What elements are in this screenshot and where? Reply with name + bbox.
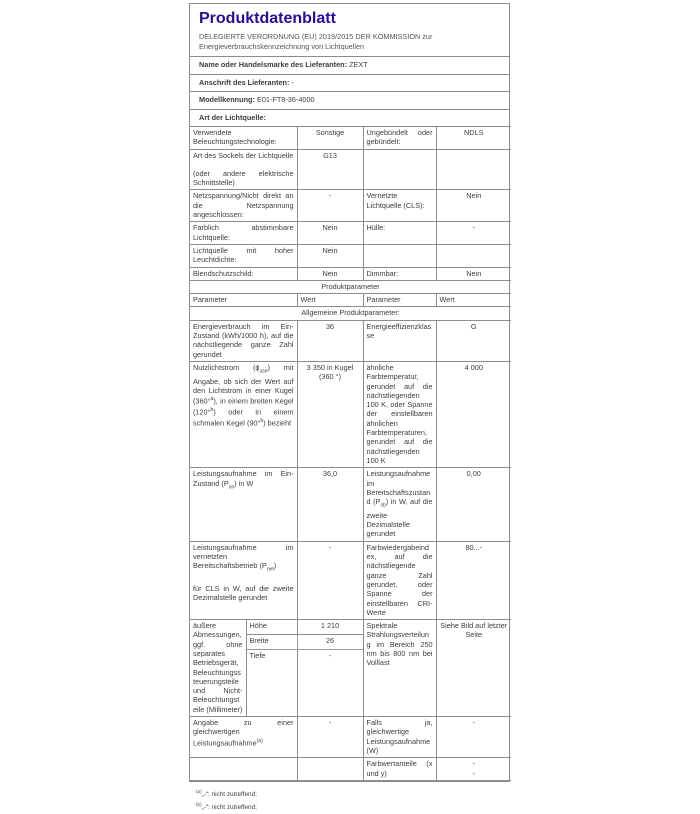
table-row [190,267,511,280]
table-row [190,127,511,150]
empty-cell [363,244,436,267]
table-row [190,541,511,619]
light-source-type-label: Art der Lichtquelle: [199,112,266,122]
envelope-value: - [436,222,511,245]
networked-standby-power-value: - [297,541,363,619]
empty-cell [363,149,436,190]
height-value: 1 210 [297,620,363,635]
directional-value: NDLS [436,127,511,150]
footnotes [189,782,510,814]
supplier-address-row [190,74,509,91]
table-row [190,320,511,361]
parameters-table [190,126,511,781]
lighting-technology-value: Sonstige [297,127,363,150]
empty-cell [436,149,511,190]
depth-value: - [297,650,363,717]
energy-class-label: Energieeffizienzklasse [363,320,436,361]
table-row [190,222,511,245]
outer-dimensions-label: äußere Abmessungen, ggf. ohne separates Betriebsgerät, Beleuchtungssteuerungsteile und Nicht-Beleuchtungsteile (Millimeter) [190,620,246,717]
cls-value: Nein [436,190,511,222]
cri-label: Farbwiedergabeindex, auf die nächstliegende ganze Zahl gerundet, oder Spanne der einstellbaren CRI-Werte [363,541,436,619]
table-row [190,190,511,222]
column-header-parameter-1: Parameter [190,294,297,307]
regulation-subtitle-line2: Energieverbrauchskennzeichnung von Lichtquellen [199,41,365,51]
colour-temperature-value: 4 000 [436,361,511,467]
cap-type-label-line2: (oder andere elektrische Schnittstelle) [193,168,294,188]
cap-type-label-line1: Art des Sockels der Lichtquelle [193,150,294,160]
anti-glare-value: Nein [297,267,363,280]
directional-label: Ungebündelt oder gebündelt: [363,127,436,150]
datasheet-header [190,4,509,56]
datasheet-page [189,3,510,782]
energy-consumption-value: 36 [297,320,363,361]
table-row [190,294,511,307]
empty-cell [436,244,511,267]
equivalent-power-label: Falls ja, gleichwertige Leistungsaufnahme (W) [363,717,436,758]
regulation-subtitle [199,32,500,51]
table-row [190,280,511,293]
colour-temperature-label: ähnliche Farbtemperatur, gerundet auf die nächstliegenden 100 K, oder Spanne der einstellbaren ähnlichen Farbtemperaturen, gerundet auf die nächstliegenden 100 K [363,361,436,467]
footnote-a: $^{(a)}$„-“: nicht zutreffend; [196,788,257,798]
footnote-b: $^{(b)}$„-“: nicht zutreffend; [196,802,257,812]
cap-type-label [190,149,297,190]
useful-luminous-flux-value: 3 350 in Kugel (360 °) [297,361,363,467]
table-row [190,307,511,320]
width-label: Breite [246,635,297,650]
table-row [190,468,511,542]
product-parameters-header: Produktparameter [190,280,511,293]
on-mode-power-value: 36,0 [297,468,363,542]
table-row [190,149,511,190]
datasheet [189,3,510,814]
colour-tunable-label: Farblich abstimmbare Lichtquelle: [190,222,297,245]
standby-power-value: 0,00 [436,468,511,542]
model-id-row [190,91,509,108]
empty-cell [190,758,297,781]
page-title: Produktdatenblatt [199,10,336,27]
model-id-value: E01-FT8-36-4000 [256,95,315,105]
anti-glare-label: Blendschutzschild: [190,267,297,280]
supplier-name-row [190,56,509,73]
table-row [190,244,511,267]
dimmable-value: Nein [436,267,511,280]
supplier-address-value: - [291,77,294,87]
table-row [190,717,511,758]
energy-consumption-label: Energieverbrauch im Ein-Zustand (kWh/1000 h), auf die nächstliegende ganze Zahl gerundet [190,320,297,361]
equivalent-power-claim-value: - [297,717,363,758]
general-parameters-header: Allgemeine Produktparameter: [190,307,511,320]
cap-type-value: G13 [297,149,363,190]
spectral-distribution-label: Spektrale Strahlungsverteilung im Bereich 250 nm bis 800 nm bei Volllast [363,620,436,717]
supplier-address-label: Anschrift des Lieferanten: [199,77,290,87]
spectral-distribution-value: Siehe Bild auf letzter Seite [436,620,511,717]
column-header-parameter-2: Parameter [363,294,436,307]
empty-cell [297,758,363,781]
column-header-wert-1: Wert [297,294,363,307]
standby-power-label: Leistungsaufnahme im Bereitschaftszustand $(P_{sb})$ in W, auf die zweite Dezimalstelle gerundet [363,468,436,542]
mains-voltage-label: Netzspannung/Nicht direkt an die Netzspannung angeschlossen: [190,190,297,222]
model-id-label: Modellkennung: [199,95,255,105]
high-luminance-label: Lichtquelle mit hoher Leuchtdichte: [190,244,297,267]
high-luminance-value: Nein [297,244,363,267]
height-label: Höhe [246,620,297,635]
on-mode-power-label: Leistungsaufnahme im Ein-Zustand $(P_{on})$ in W [190,468,297,542]
depth-label: Tiefe [246,650,297,717]
mains-voltage-value: - [297,190,363,222]
supplier-name-label: Name oder Handelsmarke des Lieferanten: [199,60,348,70]
regulation-subtitle-line1: DELEGIERTE VERORDNUNG (EU) 2019/2015 DER KOMMISSION zur [199,32,433,42]
column-header-wert-2: Wert [436,294,511,307]
cls-label: Vernetzte Lichtquelle (CLS): [363,190,436,222]
cri-value: 80...- [436,541,511,619]
networked-standby-power-label: Leistungsaufnahme im vernetzten Bereitschaftsbetrieb $(P_{net})$ für CLS in W, auf die zweite Dezimalstelle gerundet [190,541,297,619]
useful-luminous-flux-label: Nutzlichtstrom $(\phi_{use})$ mit Angabe, ob sich der Wert auf den Lichtstrom in einer Kugel (360°$^a$), in einem breiten Kegel (120°$^b$) oder in einem schmalen Kegel (90°$^b$) bezieht [190,361,297,467]
energy-class-value: G [436,320,511,361]
equivalent-power-claim-label: Angabe zu einer gleichwertigen Leistungsaufnahme$^{(a)}$ [190,717,297,758]
chromaticity-value: - - [436,758,511,781]
table-row [190,758,511,781]
table-row [190,620,511,635]
width-value: 26 [297,635,363,650]
colour-tunable-value: Nein [297,222,363,245]
table-row [190,361,511,467]
light-source-type-row [190,109,509,126]
lighting-technology-label: Verwendete Beleuchtungstechnologie: [190,127,297,150]
envelope-label: Hülle: [363,222,436,245]
supplier-name-value: ZEXT [349,60,368,70]
dimmable-label: Dimmbar: [363,267,436,280]
equivalent-power-value: - [436,717,511,758]
chromaticity-label: Farbwertanteile (x und y) [363,758,436,781]
